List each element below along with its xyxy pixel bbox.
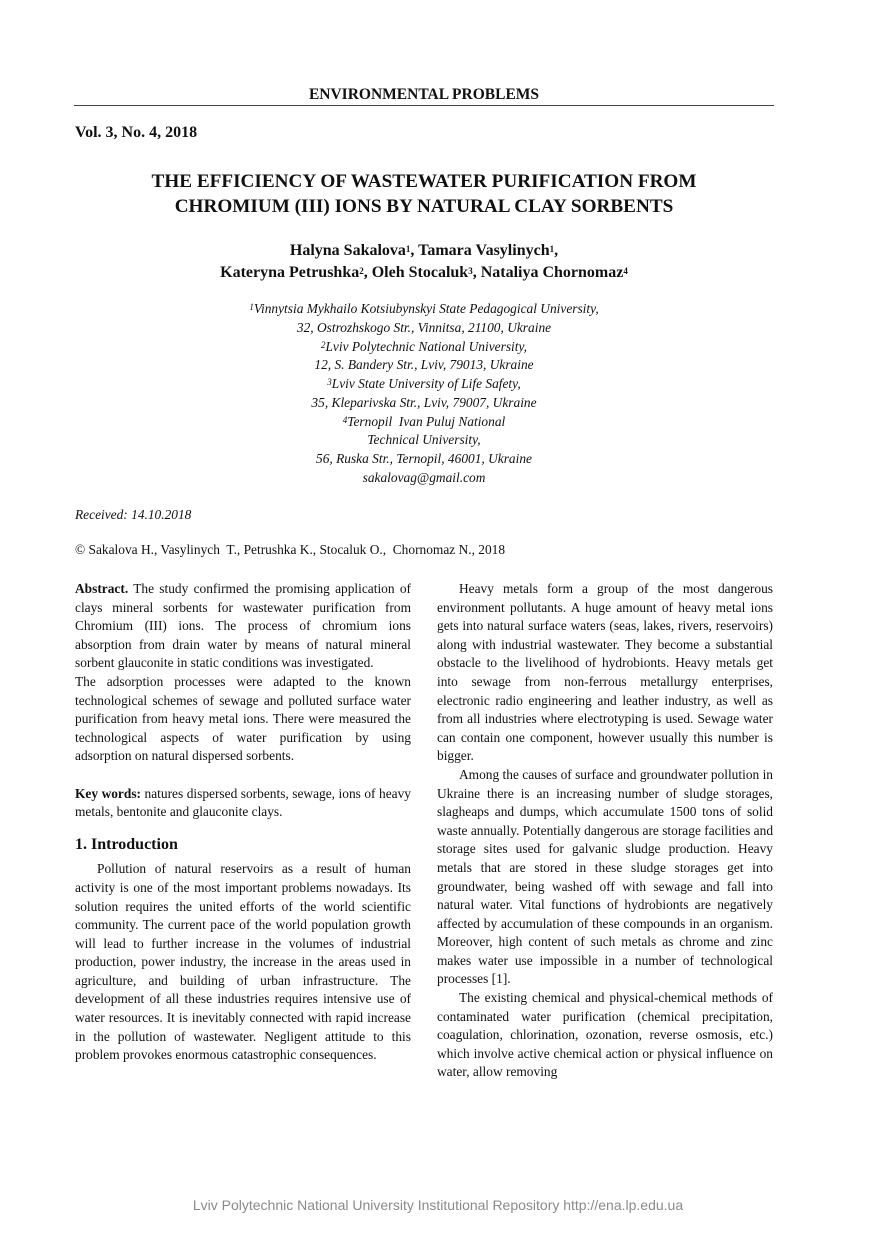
affiliation-name-cont: Technical University, [367,432,481,448]
affiliation-name: Ternopil Ivan Puluj National [347,413,506,429]
received-date: Received: 14.10.2018 [75,507,192,522]
keywords-label: Key words: [75,785,141,801]
body-paragraph: The existing chemical and physical-chemical methods of contaminated water purification (chemical precipitation, coagulation, chlorination, ozonation, reverse osmosis, etc.) which involve active chemical action or physical influence on water, allow removing [437,990,773,1080]
contact-email[interactable]: sakalovag@gmail.com [362,469,486,485]
affiliation-address: 12, S. Bandery Str., Lviv, 79013, Ukraine [314,357,534,373]
section-heading: 1. Introduction [75,835,178,853]
journal-name: ENVIRONMENTAL PROBLEMS [308,86,540,103]
affiliation-number: 3 [327,377,332,387]
title-line-1: THE EFFICIENCY OF WASTEWATER PURIFICATION FROM [151,171,697,192]
affiliation [74,300,774,319]
affiliation-name: Vinnytsia Mykhailo Kotsiubynskyi State Pedagogical University, [253,301,599,316]
keywords-text: natures dispersed sorbents, sewage, ions of heavy metals, bentonite and glauconite clays. [75,785,411,820]
header-divider [74,105,774,106]
affiliation-address: 56, Ruska Str., Ternopil, 46001, Ukraine [316,451,532,466]
abstract-text: The study confirmed the promising application of clays mineral sorbents for wastewater purification from Chromium (III) ions. The process of chromium ions absorption from drain water by means of natural mineral sorbent glauconite in static conditions was investigated. [75,581,411,671]
affiliation [74,413,774,432]
affiliation-mark: 2 [359,266,364,276]
affiliation-number: 4 [342,414,348,425]
left-column [75,580,411,1065]
affiliation-mark: 1 [405,244,411,254]
volume-issue: Vol. 3, No. 4, 2018 [75,124,198,141]
affiliation-mark: 3 [468,266,473,276]
right-column [437,580,773,1082]
keywords [75,785,411,822]
body-paragraph: Among the causes of surface and groundwater pollution in Ukraine there is an increasing number of sludge storages, slagheaps and dumps, which accumulate 1500 tons of solid waste annually. Potentially dangerous are storage facilities and storage sites used for galvanic sludge production. Heavy metals that are stored in these sludge storages get into groundwater, being washed off with sewage and fall into natural water. Vital functions of hydrobionts are negatively affected by accumulation of these compounds in an organism. Moreover, high content of such metals as chrome and zinc makes water use impossible in a number of technological processes [1]. [437,766,774,987]
author-name: Halyna Sakalova [289,242,406,259]
affiliation [74,338,774,357]
body-paragraph: Heavy metals form a group of the most dangerous environment pollutants. A huge amount of heavy metal ions gets into natural surface waters (seas, lakes, rivers, reservoirs) along with industrial wastewater. They become a substantial obstacle to the livelihood of hydrobionts. Heavy metals get into sewage from non-ferrous metallurgy enterprises, electronic radio engineering and leather industry, as well as from all industries where electrotyping is used. Sewage water can contain one component, however usually this number is bigger. [437,581,773,764]
abstract-paragraph [75,580,411,673]
copyright-line: © Sakalova H., Vasylinych T., Petrushka K., Stocaluk O., Chornomaz N., 2018 [75,542,506,557]
affiliation [74,375,774,394]
affiliation-mark: 1 [549,244,555,254]
body-paragraph: Pollution of natural reservoirs as a result of human activity is one of the most important problems nowadays. Its solution requires the united efforts of the world scientific community. The current pace of the world population growth will lead to further increase in the volumes of industrial production, power industry, the increase in the areas used in agriculture, and building of urban infrastructure. The development of all these industries requires intensive use of water resources. It is inevitably connected with rapid increase in the pollution of wastewater. Negligent attitude to this problem provokes enormous catastrophic consequences. [75,861,411,1063]
affiliation-address: 32, Ostrozhskogo Str., Vinnitsa, 21100, Ukraine [296,319,552,335]
abstract-label: Abstract. [75,581,129,596]
author-name: Nataliya Chornomaz [480,264,624,281]
affiliation-mark: 4 [623,266,628,276]
affiliations [74,300,774,488]
author-name: Tamara Vasylinych [418,242,550,259]
article-title [74,169,774,219]
author-list: Halyna Sakalova$^1$, Tamara Vasylinych$^1$, Kateryna Petrushka$^2$, Oleh Stocaluk$^3$, Nataliya Chornomaz$^4$ [220,242,628,281]
affiliation-number: 1 [249,302,254,312]
repository-footer: Lviv Polytechnic National University Institutional Repository http://ena.lp.edu.ua [192,1197,684,1213]
title-line-2: CHROMIUM (III) IONS BY NATURAL CLAY SORBENTS [174,196,674,217]
affiliation-name: Lviv Polytechnic National University, [325,338,528,354]
author-name: Oleh Stocaluk [371,264,469,281]
author-name: Kateryna Petrushka [220,264,360,281]
abstract-paragraph-2: The adsorption processes were adapted to the known technological schemes of sewage and polluted surface water purification from heavy metal ions. There were measured the technological aspects of water purification by using adsorption on natural dispersed sorbents. [75,673,411,764]
affiliation-number: 2 [320,339,326,350]
affiliation-address: 35, Kleparivska Str., Lviv, 79007, Ukraine [311,394,537,410]
affiliation-name: Lviv State University of Life Safety, [331,376,521,391]
